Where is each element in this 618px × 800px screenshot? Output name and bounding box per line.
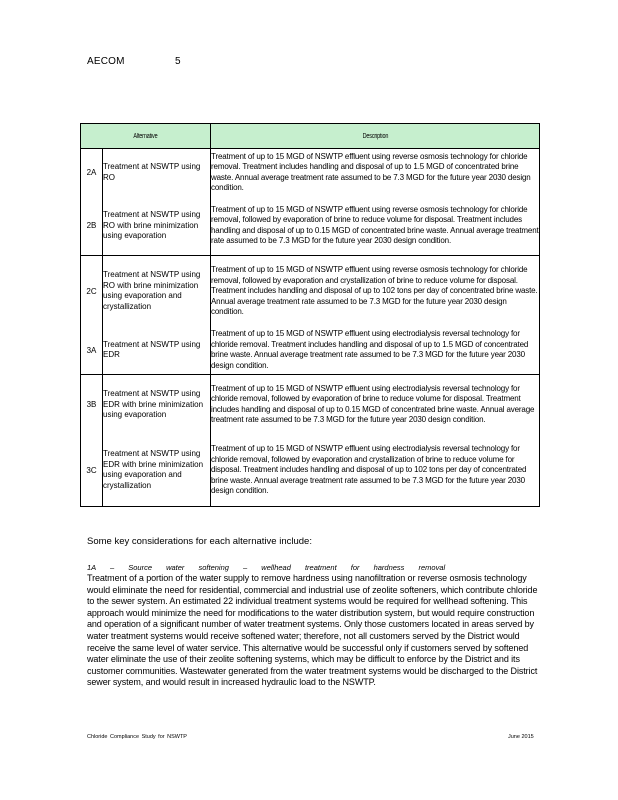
row-name: Treatment at NSWTP using RO with brine minimization using evaporation and crystallization [103,256,211,327]
table-row [81,435,540,507]
alternatives-table [80,123,540,507]
org-name: AECOM [87,56,125,67]
row-id: 2C [81,256,103,327]
row-description: Treatment of up to 15 MGD of NSWTP effluent using electrodialysis reversal technology for chloride removal, followed by evaporation of brine to reduce volume for disposal. Treatment includes handling and disposal of up to 0.15 MGD of concentrated brine waste. Annual average treatment rate assumed to be 7.3 MGD for the future year 2030 design condition. [211,375,540,435]
row-id: 3C [81,435,103,507]
footer-title: Chloride Compliance Study for NSWTP [87,734,187,740]
row-name: Treatment at NSWTP using EDR with brine minimization using evaporation and crystallization [103,435,211,507]
row-description: Treatment of up to 15 MGD of NSWTP effluent using electrodialysis reversal technology for chloride removal, followed by evaporation and crystallization of brine to reduce volume for disposal. Treatment includes handling and disposal of up to 102 tons per day of concentrated brine waste. Annual average treatment rate assumed to be 7.3 MGD for the future year 2030 design condition. [211,435,540,507]
footer-date: June 2015 [508,734,534,740]
row-id: 2A [81,149,103,197]
body-paragraph: Treatment of a portion of the water supply to remove hardness using nanofiltration or reverse osmosis technology would eliminate the need for residential, commercial and industrial use of zeolite softeners, which contribute chloride to the sewer system. An estimated 22 individual treatment systems would be required for wellhead softening. This approach would minimize the need for modifications to the water distribution system, but would require construction and operation of a significant number of water treatment systems. Only those customers located in areas served by water treatment systems would receive softened water; therefore, not all customers served by the District would receive the same level of water service. This alternative would be successful only if customers served by softened water eliminate the use of their zeolite softening systems, which may be difficult to enforce by the District and its customer communities. Wastewater generated from the water treatment systems would be discharged to the District sewer system, and would result in increased hydraulic load to the NSWTP. [87,573,538,688]
row-id: 2B [81,197,103,256]
table-row [81,197,540,256]
page-number: 5 [175,56,181,67]
row-name: Treatment at NSWTP using RO with brine minimization using evaporation [103,197,211,256]
row-name: Treatment at NSWTP using EDR with brine minimization using evaporation [103,375,211,435]
row-name: Treatment at NSWTP using RO [103,149,211,197]
table-row [81,256,540,327]
row-description: Treatment of up to 15 MGD of NSWTP effluent using electrodialysis reversal technology for chloride removal. Treatment includes handling and disposal of up to 1.5 MGD of concentrated brine waste. Annual average treatment rate assumed to be 7.3 MGD for the future year 2030 design condition. [211,327,540,375]
header-alternative: Alternative [81,124,211,149]
row-name: Treatment at NSWTP using EDR [103,327,211,375]
considerations-intro: Some key considerations for each alternative include: [87,536,312,547]
row-id: 3B [81,375,103,435]
row-description: Treatment of up to 15 MGD of NSWTP effluent using reverse osmosis technology for chloride removal, followed by evaporation and crystallization of brine to reduce volume for disposal. Treatment includes handling and disposal of up to 102 tons per day of concentrated brine waste. Annual average treatment rate assumed to be 7.3 MGD for the future year 2030 design condition. [211,256,540,327]
row-id: 3A [81,327,103,375]
header-description: Description [211,124,540,149]
table-row [81,327,540,375]
page-header [87,56,181,67]
section-subheading: 1A – Source water softening – wellhead treatment for hardness removal [87,563,446,572]
table-row [81,149,540,197]
row-description: Treatment of up to 15 MGD of NSWTP effluent using reverse osmosis technology for chloride removal, followed by evaporation of brine to reduce volume for disposal. Treatment includes handling and disposal of up to 0.15 MGD of concentrated brine waste. Annual average treatment rate assumed to be 7.3 MGD for the future year 2030 design condition. [211,197,540,256]
table-header-row [81,124,540,149]
row-description: Treatment of up to 15 MGD of NSWTP effluent using reverse osmosis technology for chloride removal. Treatment includes handling and disposal of up to 1.5 MGD of concentrated brine waste. Annual average treatment rate assumed to be 7.3 MGD for the future year 2030 design condition. [211,149,540,197]
table-row [81,375,540,435]
